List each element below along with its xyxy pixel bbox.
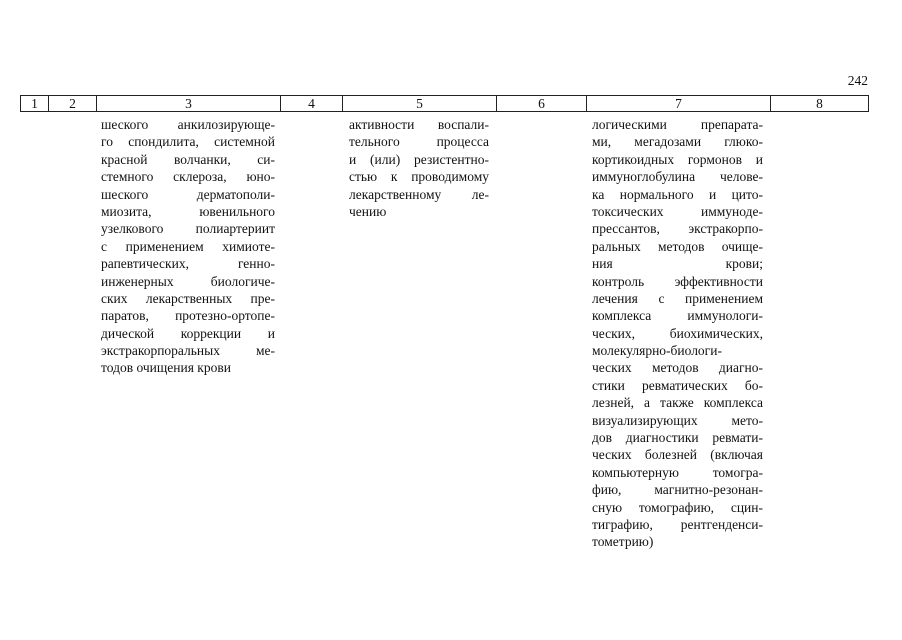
text-line: красной волчанки, си- — [101, 151, 275, 167]
text-line: стики ревматических бо- — [592, 377, 763, 393]
text-line: сную томографию, сцин- — [592, 499, 763, 515]
page-number: 242 — [847, 73, 868, 88]
text-line: и (или) резистентно- — [349, 151, 489, 167]
text-line: стью к проводимому — [349, 169, 489, 185]
text-line: кортикоидных гормонов и — [592, 151, 763, 167]
header-cell-6: 6 — [497, 96, 587, 112]
header-cell-7: 7 — [587, 96, 771, 112]
text-line: миозита, ювенильного — [101, 203, 275, 219]
text-line: токсических иммуноде- — [592, 203, 763, 219]
text-line: контроль эффективности — [592, 273, 763, 289]
text-line: тельного процесса — [349, 134, 489, 150]
text-line: тодов очищения крови — [101, 360, 231, 376]
text-line: тометрию) — [592, 534, 654, 550]
text-line: дов диагностики ревмати- — [592, 430, 763, 446]
text-line: ми, мегадозами глюко- — [592, 134, 763, 150]
text-line: инженерных биологиче- — [101, 273, 275, 289]
text-line: активности воспали- — [349, 117, 489, 132]
header-cell-3: 3 — [97, 96, 281, 112]
text-line: ческих методов диагно- — [592, 360, 763, 376]
text-line: с применением химиоте- — [101, 238, 275, 254]
text-line: ния крови; — [592, 256, 763, 272]
text-line: дической коррекции и — [101, 325, 275, 341]
text-line: чению — [349, 203, 387, 219]
text-line: ческих болезней (включая — [592, 447, 763, 463]
header-cell-1: 1 — [21, 96, 49, 112]
text-line: узелкового полиартериит — [101, 221, 275, 237]
text-line: лекарственному ле- — [349, 186, 489, 202]
text-line: паратов, протезно-ортопе- — [101, 308, 275, 324]
column-7-text — [592, 116, 763, 551]
column-3-text — [101, 116, 275, 377]
text-line: лезней, а также комплекса — [592, 395, 763, 411]
text-line: стемного склероза, юно- — [101, 169, 275, 185]
text-line: рапевтических, генно- — [101, 256, 275, 272]
text-line: компьютерную томогра- — [592, 464, 763, 480]
header-cell-2: 2 — [49, 96, 97, 112]
header-cell-8: 8 — [771, 96, 869, 112]
text-line: ральных методов очище- — [592, 238, 763, 254]
text-line: иммуноглобулина челове- — [592, 169, 763, 185]
text-line: визуализирующих мето- — [592, 412, 763, 428]
text-line: экстракорпоральных ме- — [101, 343, 275, 359]
text-line: шеского дерматополи- — [101, 186, 275, 202]
column-number-header — [20, 95, 869, 112]
text-line: фию, магнитно-резонан- — [592, 482, 763, 498]
text-line: го спондилита, системной — [101, 134, 275, 150]
text-line: шеского анкилозирующе- — [101, 117, 275, 132]
text-line: ка нормального и цито- — [592, 186, 763, 202]
column-5-text — [349, 116, 489, 220]
text-line: тиграфию, рентгенденси- — [592, 516, 763, 532]
text-line: лечения с применением — [592, 290, 763, 306]
header-cell-5: 5 — [343, 96, 497, 112]
text-line: молекулярно-биологи- — [592, 343, 722, 359]
text-line: прессантов, экстракорпо- — [592, 221, 763, 237]
text-line: комплекса иммунологи- — [592, 308, 763, 324]
text-line: логическими препарата- — [592, 117, 763, 132]
header-cell-4: 4 — [281, 96, 343, 112]
text-line: ческих, биохимических, — [592, 325, 763, 341]
text-line: ских лекарственных пре- — [101, 290, 275, 306]
